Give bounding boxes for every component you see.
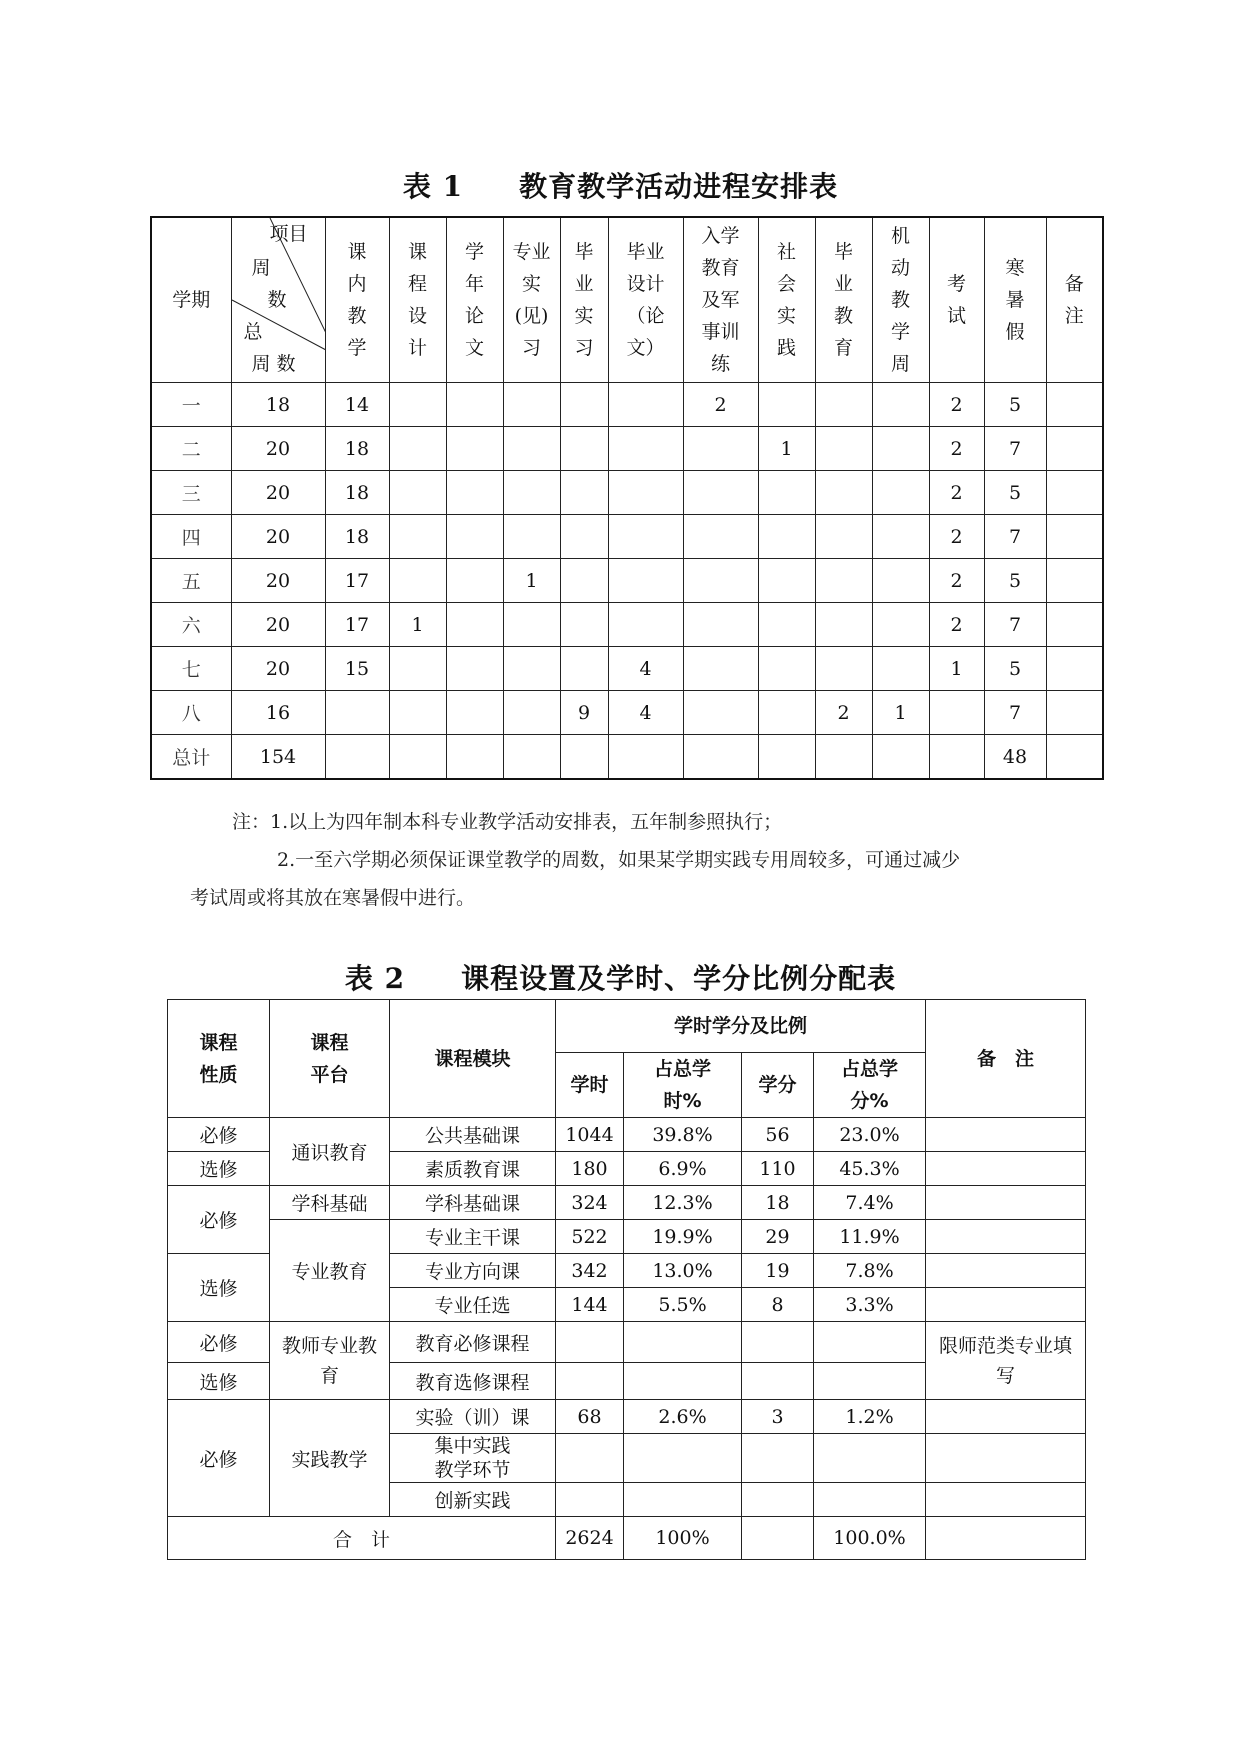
cell-weeks: 1 <box>389 603 446 647</box>
cell-weeks: 18 <box>325 427 389 471</box>
cell-hours-pct <box>624 1322 742 1363</box>
table-row <box>151 471 1103 515</box>
table1-title-text: 教育教学活动进程安排表 <box>519 170 839 203</box>
cell-hours-pct: 19.9% <box>624 1220 742 1254</box>
table2-title <box>0 957 1241 997</box>
cell-credits: 19 <box>742 1254 814 1288</box>
cell-credits <box>742 1363 814 1400</box>
header-module: 课程模块 <box>390 1000 556 1118</box>
cell-weeks <box>758 383 815 427</box>
cell-total-weeks: 20 <box>231 603 325 647</box>
cell-hours <box>556 1483 624 1517</box>
cell-weeks: 15 <box>325 647 389 691</box>
cell-module: 创新实践 <box>390 1483 556 1517</box>
cell-credits: 110 <box>742 1152 814 1186</box>
cell-weeks <box>503 691 560 735</box>
table1-title <box>0 165 1241 205</box>
cell-platform: 专业教育 <box>270 1220 390 1322</box>
cell-weeks <box>389 559 446 603</box>
cell-hours <box>556 1434 624 1483</box>
cell-weeks <box>1046 691 1103 735</box>
cell-weeks <box>503 471 560 515</box>
cell-remark <box>926 1288 1086 1322</box>
cell-credits: 3 <box>742 1400 814 1434</box>
cell-weeks <box>560 735 608 780</box>
table2-number: 表 2 <box>344 962 406 995</box>
cell-weeks <box>325 735 389 780</box>
cell-weeks <box>815 471 872 515</box>
cell-term: 二 <box>151 427 231 471</box>
cell-weeks <box>758 735 815 780</box>
cell-weeks <box>446 735 503 780</box>
cell-weeks <box>1046 735 1103 780</box>
cell-weeks <box>560 603 608 647</box>
cell-weeks <box>446 515 503 559</box>
cell-weeks <box>758 515 815 559</box>
course-allocation-table <box>167 999 1086 1560</box>
cell-weeks <box>446 603 503 647</box>
cell-total-weeks: 20 <box>231 559 325 603</box>
cell-weeks <box>929 735 984 780</box>
total-row <box>168 1517 1086 1560</box>
cell-weeks <box>815 559 872 603</box>
cell-weeks <box>608 603 683 647</box>
cell-weeks <box>608 515 683 559</box>
cell-weeks <box>608 383 683 427</box>
cell-weeks <box>1046 603 1103 647</box>
cell-total-weeks: 20 <box>231 647 325 691</box>
cell-module: 教育选修课程 <box>390 1363 556 1400</box>
cell-hours-pct: 13.0% <box>624 1254 742 1288</box>
header-cell: 寒暑假 <box>984 217 1046 383</box>
header-hours-credits: 学时学分及比例 <box>556 1000 926 1053</box>
cell-term: 四 <box>151 515 231 559</box>
header-cell: 社会实践 <box>758 217 815 383</box>
cell-weeks <box>446 383 503 427</box>
cell-module: 学科基础课 <box>390 1186 556 1220</box>
cell-module: 集中实践教学环节 <box>390 1434 556 1483</box>
cell-weeks <box>683 647 758 691</box>
cell-nature: 选修 <box>168 1254 270 1322</box>
cell-weeks <box>503 383 560 427</box>
header-cell: 毕业设计（论文） <box>608 217 683 383</box>
cell-remark <box>926 1186 1086 1220</box>
diagonal-header-cell <box>231 217 325 383</box>
cell-term: 一 <box>151 383 231 427</box>
cell-nature: 选修 <box>168 1152 270 1186</box>
cell-term: 总计 <box>151 735 231 780</box>
cell-credits: 29 <box>742 1220 814 1254</box>
cell-weeks <box>872 427 929 471</box>
cell-weeks <box>503 427 560 471</box>
header-cell: 课程设计 <box>389 217 446 383</box>
cell-hours-pct <box>624 1434 742 1483</box>
cell-nature: 必修 <box>168 1400 270 1517</box>
cell-platform: 通识教育 <box>270 1118 390 1186</box>
cell-hours-pct: 5.5% <box>624 1288 742 1322</box>
cell-weeks <box>815 647 872 691</box>
cell-weeks <box>446 559 503 603</box>
cell-weeks <box>872 735 929 780</box>
cell-weeks <box>815 383 872 427</box>
cell-weeks <box>1046 427 1103 471</box>
cell-credits: 56 <box>742 1118 814 1152</box>
header-platform: 课程平台 <box>270 1000 390 1118</box>
table2-header-row-1 <box>168 1000 1086 1053</box>
header-cell: 课内教学 <box>325 217 389 383</box>
cell-remark <box>926 1400 1086 1434</box>
cell-weeks: 2 <box>929 427 984 471</box>
cell-weeks <box>1046 471 1103 515</box>
cell-total-weeks: 20 <box>231 515 325 559</box>
cell-hours <box>556 1363 624 1400</box>
cell-credits-pct: 7.4% <box>814 1186 926 1220</box>
cell-weeks <box>872 515 929 559</box>
total-credits <box>742 1517 814 1560</box>
table-row <box>151 515 1103 559</box>
cell-weeks <box>758 647 815 691</box>
cell-weeks <box>608 427 683 471</box>
cell-credits <box>742 1483 814 1517</box>
cell-term: 六 <box>151 603 231 647</box>
cell-credits: 18 <box>742 1186 814 1220</box>
cell-weeks <box>503 735 560 780</box>
cell-weeks: 2 <box>929 471 984 515</box>
total-hours-pct: 100% <box>624 1517 742 1560</box>
cell-weeks: 5 <box>984 647 1046 691</box>
cell-weeks <box>758 603 815 647</box>
table-row <box>151 603 1103 647</box>
cell-weeks <box>1046 559 1103 603</box>
header-cell: 机动教学周 <box>872 217 929 383</box>
cell-hours: 324 <box>556 1186 624 1220</box>
cell-weeks: 7 <box>984 603 1046 647</box>
table-row <box>151 691 1103 735</box>
cell-remark <box>926 1220 1086 1254</box>
cell-total-weeks: 154 <box>231 735 325 780</box>
total-credits-pct: 100.0% <box>814 1517 926 1560</box>
cell-remark <box>926 1254 1086 1288</box>
cell-weeks: 1 <box>929 647 984 691</box>
table1-number: 表 1 <box>402 170 464 203</box>
cell-credits-pct: 45.3% <box>814 1152 926 1186</box>
cell-weeks <box>560 383 608 427</box>
cell-weeks <box>1046 515 1103 559</box>
cell-total-weeks: 18 <box>231 383 325 427</box>
cell-credits <box>742 1434 814 1483</box>
cell-hours: 342 <box>556 1254 624 1288</box>
cell-module: 公共基础课 <box>390 1118 556 1152</box>
cell-hours: 1044 <box>556 1118 624 1152</box>
cell-weeks <box>1046 647 1103 691</box>
cell-remark <box>926 1434 1086 1483</box>
cell-weeks: 18 <box>325 471 389 515</box>
cell-credits-pct <box>814 1322 926 1363</box>
cell-weeks <box>929 691 984 735</box>
cell-remark <box>926 1118 1086 1152</box>
cell-weeks: 5 <box>984 559 1046 603</box>
cell-hours: 68 <box>556 1400 624 1434</box>
cell-total-weeks: 16 <box>231 691 325 735</box>
cell-weeks <box>608 471 683 515</box>
cell-weeks: 2 <box>929 383 984 427</box>
cell-weeks <box>815 735 872 780</box>
cell-hours <box>556 1322 624 1363</box>
cell-weeks: 7 <box>984 427 1046 471</box>
header-credits: 学分 <box>742 1053 814 1118</box>
cell-module: 专业主干课 <box>390 1220 556 1254</box>
cell-weeks: 1 <box>758 427 815 471</box>
corner-label-zhou: 周 <box>251 257 271 279</box>
cell-weeks <box>608 559 683 603</box>
cell-hours-pct: 6.9% <box>624 1152 742 1186</box>
cell-weeks <box>503 515 560 559</box>
cell-weeks <box>503 647 560 691</box>
cell-nature: 必修 <box>168 1186 270 1254</box>
cell-weeks <box>872 603 929 647</box>
cell-weeks <box>683 603 758 647</box>
cell-weeks: 18 <box>325 515 389 559</box>
header-cell: 专业实(见)习 <box>503 217 560 383</box>
cell-weeks <box>389 427 446 471</box>
cell-credits-pct: 23.0% <box>814 1118 926 1152</box>
cell-weeks: 9 <box>560 691 608 735</box>
cell-weeks: 1 <box>503 559 560 603</box>
corner-label-zhoushu: 周 数 <box>251 353 296 375</box>
corner-label-shu: 数 <box>267 289 287 311</box>
cell-weeks: 17 <box>325 559 389 603</box>
cell-weeks <box>560 515 608 559</box>
cell-hours-pct: 39.8% <box>624 1118 742 1152</box>
cell-term: 三 <box>151 471 231 515</box>
cell-weeks <box>503 603 560 647</box>
cell-weeks <box>1046 383 1103 427</box>
cell-weeks: 2 <box>929 515 984 559</box>
table2-title-text: 课程设置及学时、学分比例分配表 <box>461 962 897 995</box>
header-hours-pct: 占总学时% <box>624 1053 742 1118</box>
cell-weeks <box>325 691 389 735</box>
cell-hours-pct <box>624 1483 742 1517</box>
cell-credits-pct: 7.8% <box>814 1254 926 1288</box>
table-row <box>151 559 1103 603</box>
cell-weeks <box>758 691 815 735</box>
cell-weeks: 2 <box>929 603 984 647</box>
cell-credits-pct: 1.2% <box>814 1400 926 1434</box>
cell-weeks <box>815 603 872 647</box>
cell-credits-pct: 3.3% <box>814 1288 926 1322</box>
total-hours: 2624 <box>556 1517 624 1560</box>
header-cell: 毕业实习 <box>560 217 608 383</box>
cell-weeks <box>683 427 758 471</box>
cell-hours-pct: 2.6% <box>624 1400 742 1434</box>
table-row <box>168 1322 1086 1363</box>
cell-credits-pct <box>814 1434 926 1483</box>
cell-weeks <box>872 471 929 515</box>
note-line-3: 考试周或将其放在寒暑假中进行。 <box>190 887 476 909</box>
header-cell: 考试 <box>929 217 984 383</box>
cell-module: 素质教育课 <box>390 1152 556 1186</box>
cell-hours: 144 <box>556 1288 624 1322</box>
corner-label-zong: 总 <box>243 321 263 343</box>
cell-weeks <box>815 427 872 471</box>
cell-weeks <box>560 647 608 691</box>
cell-total-weeks: 20 <box>231 471 325 515</box>
header-cell: 学年论文 <box>446 217 503 383</box>
table-row <box>151 735 1103 780</box>
cell-remark: 限师范类专业填写 <box>926 1322 1086 1400</box>
cell-module: 专业方向课 <box>390 1254 556 1288</box>
cell-weeks: 1 <box>872 691 929 735</box>
cell-module: 专业任选 <box>390 1288 556 1322</box>
cell-nature: 必修 <box>168 1118 270 1152</box>
cell-module: 教育必修课程 <box>390 1322 556 1363</box>
cell-platform: 实践教学 <box>270 1400 390 1517</box>
table1-header-row <box>151 217 1103 383</box>
cell-weeks: 2 <box>929 559 984 603</box>
cell-remark <box>926 1152 1086 1186</box>
cell-weeks: 5 <box>984 471 1046 515</box>
table-row <box>168 1220 1086 1254</box>
table-row <box>168 1400 1086 1434</box>
table-row <box>151 427 1103 471</box>
header-hours: 学时 <box>556 1053 624 1118</box>
schedule-table <box>150 216 1104 780</box>
cell-weeks <box>446 471 503 515</box>
total-remark <box>926 1517 1086 1560</box>
cell-hours: 522 <box>556 1220 624 1254</box>
cell-weeks <box>872 647 929 691</box>
cell-term: 五 <box>151 559 231 603</box>
cell-weeks <box>389 647 446 691</box>
table1-body <box>151 383 1103 780</box>
cell-weeks <box>683 559 758 603</box>
cell-weeks <box>872 559 929 603</box>
table-row <box>168 1186 1086 1220</box>
cell-weeks <box>758 559 815 603</box>
header-credits-pct: 占总学分% <box>814 1053 926 1118</box>
cell-hours: 180 <box>556 1152 624 1186</box>
cell-weeks <box>683 471 758 515</box>
cell-weeks <box>389 383 446 427</box>
cell-platform: 教师专业教育 <box>270 1322 390 1400</box>
cell-weeks <box>683 735 758 780</box>
cell-weeks <box>560 559 608 603</box>
corner-label-item: 项目 <box>269 223 308 245</box>
cell-weeks: 7 <box>984 691 1046 735</box>
cell-weeks <box>758 471 815 515</box>
header-cell: 入学教育及军事训练 <box>683 217 758 383</box>
cell-weeks <box>389 691 446 735</box>
cell-weeks <box>683 691 758 735</box>
table-row <box>151 383 1103 427</box>
cell-credits: 8 <box>742 1288 814 1322</box>
table-row <box>168 1118 1086 1152</box>
cell-weeks <box>560 471 608 515</box>
header-remark: 备 注 <box>926 1000 1086 1118</box>
note-line-1: 注：1.以上为四年制本科专业教学活动安排表，五年制参照执行； <box>232 811 783 833</box>
cell-credits-pct: 11.9% <box>814 1220 926 1254</box>
header-nature: 课程性质 <box>168 1000 270 1118</box>
cell-weeks: 14 <box>325 383 389 427</box>
cell-term: 八 <box>151 691 231 735</box>
cell-weeks: 2 <box>815 691 872 735</box>
cell-weeks <box>683 515 758 559</box>
cell-credits-pct <box>814 1483 926 1517</box>
note-line-2: 2.一至六学期必须保证课堂教学的周数，如果某学期实践专用周较多，可通过减少 <box>277 849 961 871</box>
cell-hours-pct <box>624 1363 742 1400</box>
cell-weeks <box>446 691 503 735</box>
cell-weeks: 4 <box>608 647 683 691</box>
cell-total-weeks: 20 <box>231 427 325 471</box>
header-term: 学期 <box>151 217 231 383</box>
cell-weeks <box>446 427 503 471</box>
cell-weeks: 7 <box>984 515 1046 559</box>
cell-credits-pct <box>814 1363 926 1400</box>
cell-weeks: 17 <box>325 603 389 647</box>
cell-weeks: 2 <box>683 383 758 427</box>
cell-hours-pct: 12.3% <box>624 1186 742 1220</box>
cell-weeks <box>446 647 503 691</box>
cell-weeks <box>608 735 683 780</box>
cell-weeks: 48 <box>984 735 1046 780</box>
cell-platform: 学科基础 <box>270 1186 390 1220</box>
cell-remark <box>926 1483 1086 1517</box>
header-cell: 毕业教育 <box>815 217 872 383</box>
cell-weeks: 4 <box>608 691 683 735</box>
cell-term: 七 <box>151 647 231 691</box>
header-cell: 备注 <box>1046 217 1103 383</box>
cell-nature: 必修 <box>168 1322 270 1363</box>
cell-module: 实验（训）课 <box>390 1400 556 1434</box>
total-label: 合 计 <box>168 1517 556 1560</box>
cell-credits <box>742 1322 814 1363</box>
table-row <box>151 647 1103 691</box>
cell-weeks <box>389 515 446 559</box>
cell-nature: 选修 <box>168 1363 270 1400</box>
cell-weeks <box>389 471 446 515</box>
cell-weeks <box>560 427 608 471</box>
cell-weeks: 5 <box>984 383 1046 427</box>
cell-weeks <box>815 515 872 559</box>
cell-weeks <box>389 735 446 780</box>
cell-weeks <box>872 383 929 427</box>
